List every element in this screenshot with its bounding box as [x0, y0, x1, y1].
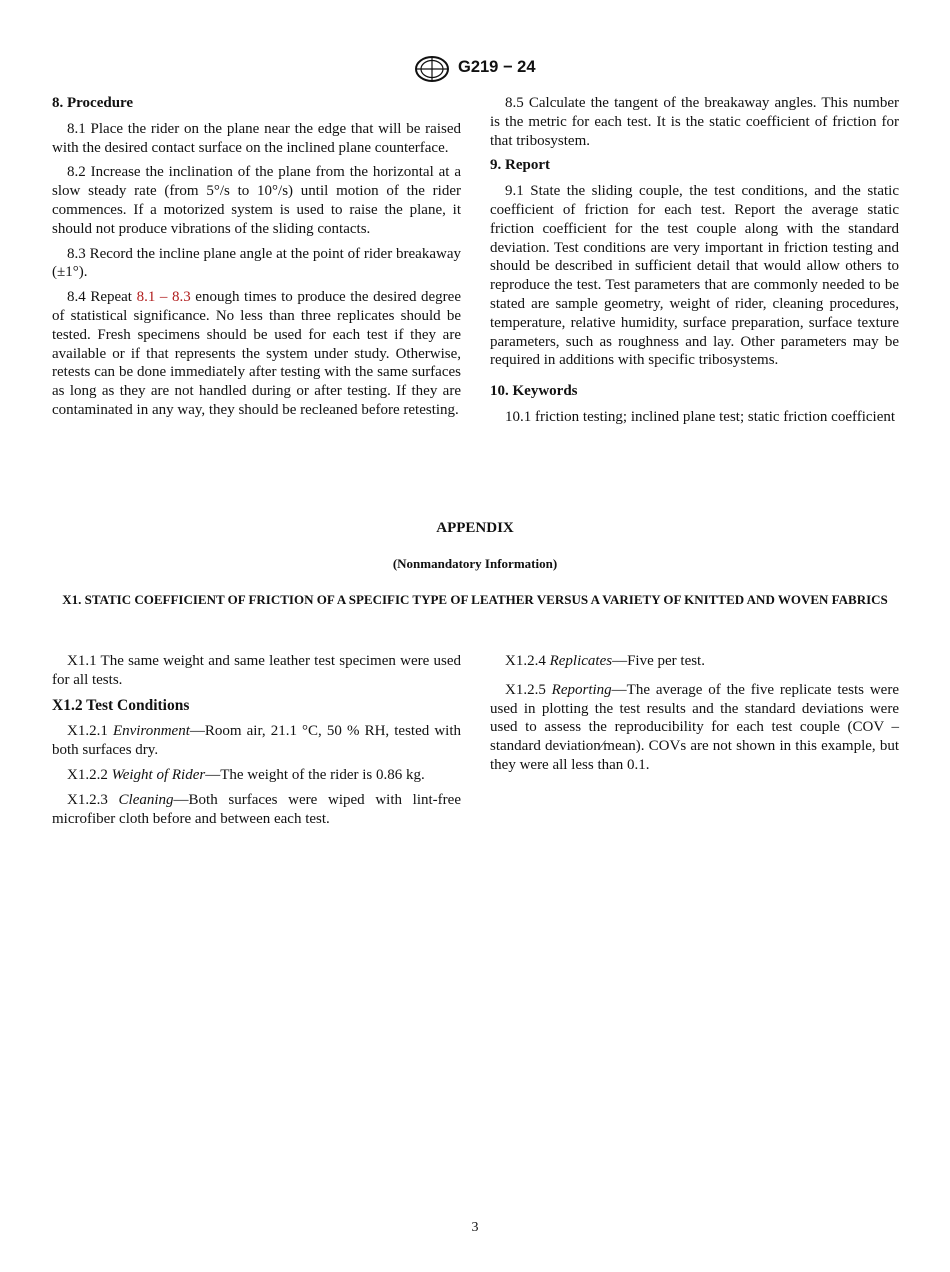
paragraph-x1-2-4: X1.2.4 Replicates—Five per test.	[505, 653, 705, 669]
appendix-title: APPENDIX	[436, 520, 514, 536]
paragraph-8-5: 8.5 Calculate the tangent of the breakaway angles. This number is the metric for each test. It is the static coefficient of friction for that tribosystem.	[490, 95, 899, 149]
paragraph-8-3: 8.3 Record the incline plane angle at the point of rider breakaway (±1°).	[52, 245, 461, 281]
appendix-left-column	[52, 652, 461, 834]
paragraph-x1-1: X1.1 The same weight and same leather test specimen were used for all tests.	[52, 653, 461, 688]
appendix-subtitle: (Nonmandatory Information)	[392, 556, 558, 571]
paragraph-x1-2-3: X1.2.3 Cleaning—Both surfaces were wiped with lint-free microfiber cloth before and between each test.	[52, 791, 461, 827]
left-column	[52, 94, 461, 426]
section-8-heading: 8. Procedure	[52, 95, 134, 111]
page-number: 3	[471, 1220, 479, 1235]
paragraph-x1-2-2: X1.2.2 Weight of Rider—The weight of the rider is 0.86 kg.	[67, 766, 425, 783]
astm-logo-icon	[414, 56, 450, 82]
section-9-heading: 9. Report	[490, 157, 550, 174]
paragraph-9-1: 9.1 State the sliding couple, the test conditions, and the static coefficient of friction for each test. Report the average static friction coefficient for the test couple along with the standard deviation. Test conditions are very important in friction testing and should be described in sufficient detail that would allow others to reproduce the test. Test parameters that are commonly needed to be stated are sample geometry, weight of rider, cleaning procedures, temperature, relative humidity, surface preparation, surface texture parameters, such as roughness and lay. Other parameters may be required in additions with specific tribosystems.	[490, 183, 899, 369]
section-x1-2-heading: X1.2 Test Conditions	[52, 696, 190, 714]
paragraph-x1-2-5: X1.2.5 Reporting—The average of the five replicate tests were used in plotting the test results and the standard deviations were used to assess the reproducibility for each test couple (COV – standard deviation⁄mean). COVs are not shown in this example, but they were all less than 0.1.	[490, 681, 899, 773]
paragraph-10-1: 10.1 friction testing; inclined plane test; static friction coefficient	[505, 408, 896, 425]
paragraph-8-2: 8.2 Increase the inclination of the plane from the horizontal at a slow steady rate (from 5°/s to 10°/s) until motion of the rider commences. If a motorized system is used to raise the plane, it should not produce vibrations of the sliding contacts.	[52, 164, 461, 237]
document-id: G219 − 24	[458, 58, 536, 76]
paragraph-8-1: 8.1 Place the rider on the plane near the edge that will be raised with the desired contact surface on the inclined plane counterface.	[52, 120, 461, 156]
appendix-x1-title: X1. STATIC COEFFICIENT OF FRICTION OF A SPECIFIC TYPE OF LEATHER VERSUS A VARIETY OF KNITTED AND WOVEN FABRICS	[62, 592, 888, 607]
appendix-right-column	[490, 652, 899, 781]
page-header	[0, 56, 950, 82]
section-10-heading: 10. Keywords	[490, 383, 578, 400]
paragraph-8-4: 8.4 Repeat 8.1 – 8.3 enough times to produce the desired degree of statistical significance. No less than three replicates should be tested. Fresh specimens should be used for each test if they are available or if that represents the system under study. Otherwise, retests can be done immediately after testing with the same surfaces as long as they are not handled during or after testing. If they are contaminated in any way, they should be recleaned before retesting.	[52, 289, 461, 418]
cross-reference-link[interactable]: 8.1 – 8.3	[136, 289, 191, 306]
right-column	[490, 94, 899, 433]
paragraph-x1-2-1: X1.2.1 Environment—Room air, 21.1 °C, 50 % RH, tested with both surfaces dry.	[52, 723, 461, 759]
